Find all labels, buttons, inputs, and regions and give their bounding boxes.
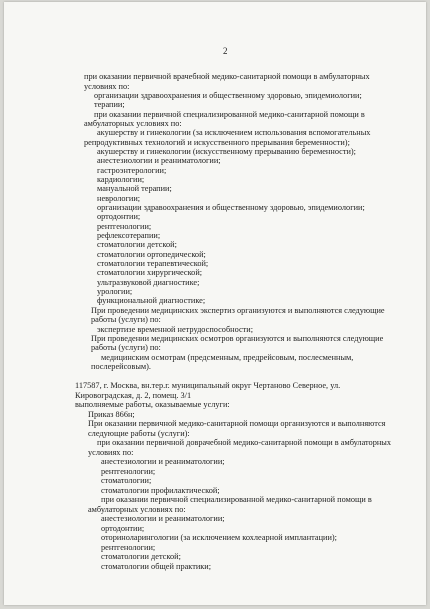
- text-line: стоматологии ортопедической;: [97, 250, 206, 259]
- address-line: Кировоградская, д. 2, помещ. 3/1: [75, 391, 192, 400]
- text-line: стоматологии профилактической;: [101, 486, 220, 495]
- text-line: организации здравоохранения и общественному здоровью, эпидемиологии;: [94, 91, 362, 100]
- text-line: терапии;: [94, 100, 125, 109]
- text-line: функциональной диагностике;: [97, 296, 206, 305]
- text-line: При проведении медицинских экспертиз организуются и выполняются следующие: [91, 306, 385, 315]
- text-line: неврологии;: [97, 194, 141, 203]
- text-line: при оказании первичной доврачебной медико-санитарной помощи в амбулаторных: [97, 438, 392, 447]
- text-line: следующие работы (услуги):: [88, 429, 190, 438]
- text-line: ортодонтии;: [97, 212, 141, 221]
- text-line: стоматологии детской;: [97, 240, 177, 249]
- text-line: медицинским осмотрам (предсменным, предрейсовым, послесменным,: [101, 353, 354, 362]
- text-line: стоматологии детской;: [101, 552, 181, 561]
- text-line: рентгенологии;: [97, 222, 152, 231]
- text-line: рефлексотерапии;: [97, 231, 161, 240]
- text-line: работы (услуги) по:: [91, 343, 161, 352]
- order-reference: Приказ 866н;: [88, 410, 135, 419]
- text-line: ортодонтии;: [101, 524, 145, 533]
- text-line: организации здравоохранения и общественному здоровью, эпидемиологии;: [97, 203, 365, 212]
- text-line: анестезиологии и реаниматологии;: [101, 457, 225, 466]
- text-line: экспертизе временной нетрудоспособности;: [97, 325, 254, 334]
- text-line: амбулаторных условиях по:: [88, 505, 186, 514]
- text-line: послерейсовым).: [91, 362, 151, 371]
- page-number: 2: [223, 46, 228, 56]
- text-line: акушерству и гинекологии (за исключением использования вспомогательных: [97, 128, 371, 137]
- address-line: 117587, г. Москва, вн.тер.г. муниципальный округ Чертаново Северное, ул.: [75, 381, 341, 390]
- text-line: выполняемые работы, оказываемые услуги:: [75, 400, 230, 409]
- text-line: стоматологии общей практики;: [101, 562, 212, 571]
- text-line: условиях по:: [88, 448, 134, 457]
- text-line: работы (услуги) по:: [91, 315, 161, 324]
- text-line: акушерству и гинекологии (искусственному прерыванию беременности);: [97, 147, 356, 156]
- text-line: урологии;: [97, 287, 133, 296]
- text-line: ультразвуковой диагностике;: [97, 278, 200, 287]
- text-line: анестезиологии и реаниматологии;: [97, 156, 221, 165]
- text-line: мануальной терапии;: [97, 184, 172, 193]
- text-line: гастроэнтерологии;: [97, 166, 167, 175]
- text-line: рентгенологии;: [101, 467, 156, 476]
- text-line: репродуктивных технологий и искусственного прерывания беременности);: [84, 138, 350, 147]
- document-page: [4, 2, 426, 605]
- text-line: стоматологии терапевтической;: [97, 259, 209, 268]
- text-line: условиях по:: [84, 82, 130, 91]
- text-line: стоматологии хирургической;: [97, 268, 203, 277]
- text-line: При оказании первичной медико-санитарной помощи организуются и выполняются: [88, 419, 386, 428]
- text-line: амбулаторных условиях по:: [84, 119, 182, 128]
- text-line: анестезиологии и реаниматологии;: [101, 514, 225, 523]
- text-line: При проведении медицинских осмотров организуются и выполняются следующие: [91, 334, 384, 343]
- text-line: рентгенологии;: [101, 543, 156, 552]
- text-line: при оказании первичной врачебной медико-санитарной помощи в амбулаторных: [84, 72, 370, 81]
- text-line: при оказании первичной специализированной медико-санитарной помощи в: [94, 110, 365, 119]
- text-line: оториноларингологии (за исключением кохлеарной имплантации);: [101, 533, 337, 542]
- text-line: кардиологии;: [97, 175, 145, 184]
- text-line: стоматологии;: [101, 476, 152, 485]
- text-line: при оказании первичной специализированной медико-санитарной помощи в: [101, 495, 372, 504]
